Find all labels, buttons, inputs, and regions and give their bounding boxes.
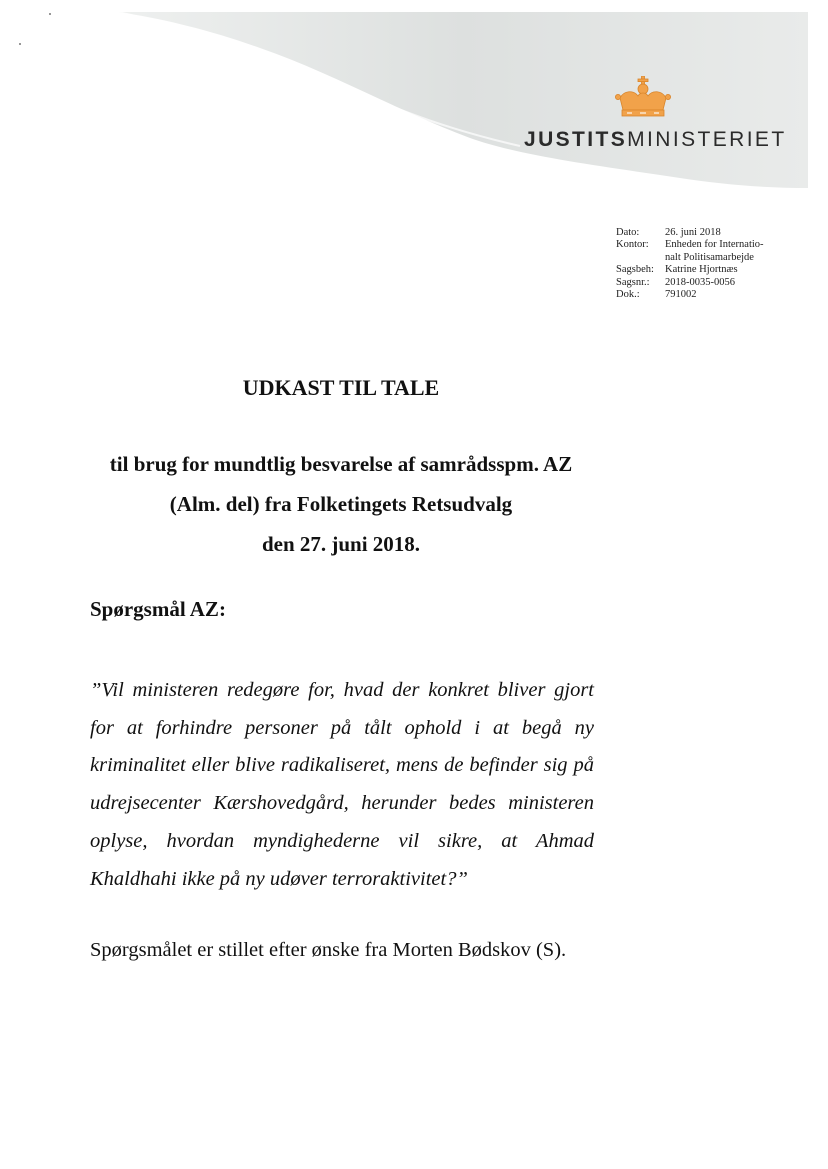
question-text: ”Vil ministeren redegøre for, hvad der konkret bliver gjort for at forhindre personer på tålt ophold i at begå ny kriminalitet eller blive radikaliseret, mens de befinder sig på udrejsecenter Kærshovedgård, herunder bedes ministeren oplyse, hvordan myndighederne vil sikre, at Ahmad Khaldhahi ikke på ny udøver terroraktivitet?”: [90, 679, 594, 890]
document-metadata: [616, 227, 789, 301]
meta-label: Dato:: [616, 227, 640, 238]
scan-speck: [19, 43, 21, 45]
meta-value: nalt Politisamarbejde: [665, 251, 754, 263]
meta-value: Katrine Hjortnæs: [665, 264, 738, 276]
meta-row: [616, 239, 789, 251]
meta-value: 791002: [665, 289, 697, 301]
meta-value: 2018-0035-0056: [665, 276, 735, 288]
meta-label: Kontor:: [616, 239, 649, 251]
ministry-name-suffix: MINISTERIET: [627, 128, 787, 151]
meta-row: [616, 264, 789, 276]
meta-row: [616, 289, 789, 301]
header-swoosh-graphic: [0, 0, 828, 200]
ministry-name-prefix: JUSTITS: [524, 128, 628, 151]
question-heading: Spørgsmål AZ:: [90, 597, 226, 621]
ministry-name: [524, 128, 787, 152]
subtitle-line: til brug for mundtlig besvarelse af samrådsspm. AZ: [109, 452, 573, 476]
meta-value: Enheden for Internatio-: [665, 239, 764, 251]
asked-by-paragraph: Spørgsmålet er stillet efter ønske fra Morten Bødskov (S).: [90, 939, 567, 961]
meta-label: Dok.:: [616, 289, 640, 301]
document-title: UDKAST TIL TALE: [242, 375, 440, 400]
meta-row: [616, 277, 789, 289]
meta-value: 26. juni 2018: [665, 227, 721, 238]
danish-royal-crown-icon: [614, 76, 672, 122]
document-subtitle: [80, 444, 602, 564]
meta-row: [616, 227, 789, 239]
meta-row: [616, 252, 789, 264]
subtitle-line: (Alm. del) fra Folketingets Retsudvalg: [169, 492, 513, 516]
meta-label: [616, 252, 665, 264]
meta-label: Sagsnr.:: [616, 276, 650, 288]
meta-label: Sagsbeh:: [616, 264, 654, 276]
scan-speck: [49, 13, 51, 15]
subtitle-line: den 27. juni 2018.: [261, 532, 421, 556]
